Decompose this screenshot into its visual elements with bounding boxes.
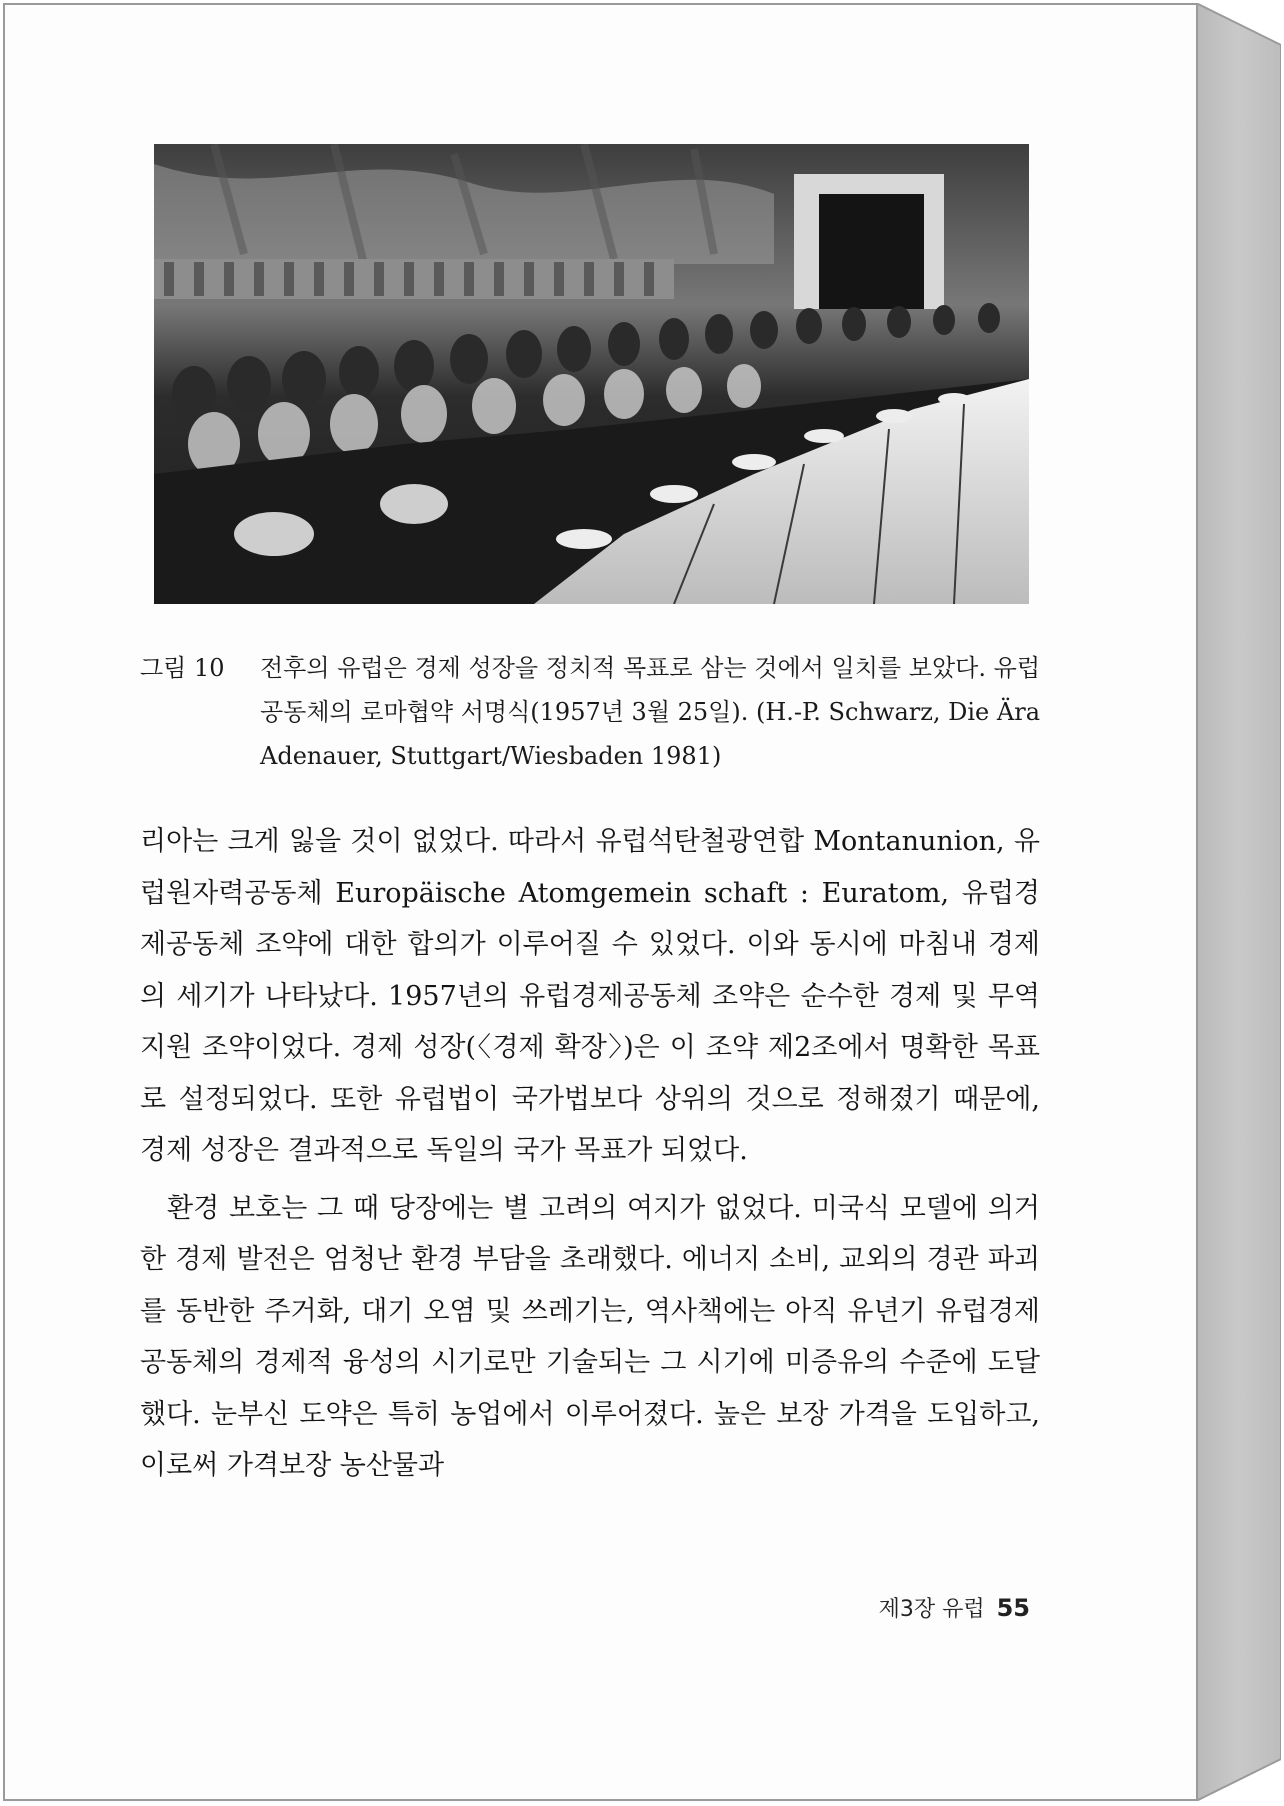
paragraph: 환경 보호는 그 때 당장에는 별 고려의 여지가 없었다. 미국식 모델에 의거한 경제 발전은 엄청난 환경 부담을 초래했다. 에너지 소비, 교외의 경관 파괴를 동반한 주거화, 대기 오염 및 쓰레기는, 역사책에는 아직 유년기 유럽경제공동체의 경제적 융성의 시기로만 기술되는 그 시기에 미증유의 수준에 도달했다. 눈부신 도약은 특히 농업에서 이루어졌다. 높은 보장 가격을 도입하고, 이로써 가격보장 농산물과	[140, 1192, 1040, 1481]
page-footer	[820, 1592, 1030, 1623]
page-number: 55	[996, 1594, 1030, 1622]
book-side-edge	[1196, 3, 1281, 1801]
body-text	[140, 816, 1040, 1492]
chapter-title: 제3장 유럽	[878, 1597, 985, 1622]
figure-label: 그림 10	[140, 654, 225, 682]
figure-caption-text: 전후의 유럽은 경제 성장을 정치적 목표로 삼는 것에서 일치를 보았다. 유럽공동체의 로마협약 서명식(1957년 3월 25일). (H.-P. Schwarz, Die Ära Adenauer, Stuttgart/Wiesbaden 1981)	[260, 654, 1040, 770]
paragraph: 리아는 크게 잃을 것이 없었다. 따라서 유럽석탄철광연합 Montanunion, 유럽원자력공동체 Europäische Atomgemein schaft : Euratom, 유럽경제공동체 조약에 대한 합의가 이루어질 수 있었다. 이와 동시에 마침내 경제의 세기가 나타났다. 1957년의 유럽경제공동체 조약은 순수한 경제 및 무역 지원 조약이었다. 경제 성장(〈경제 확장〉)은 이 조약 제2조에서 명확한 목표로 설정되었다. 또한 유럽법이 국가법보다 상위의 것으로 정해졌기 때문에, 경제 성장은 결과적으로 독일의 국가 목표가 되었다.	[140, 826, 1040, 1166]
figure-photo	[154, 144, 1029, 604]
